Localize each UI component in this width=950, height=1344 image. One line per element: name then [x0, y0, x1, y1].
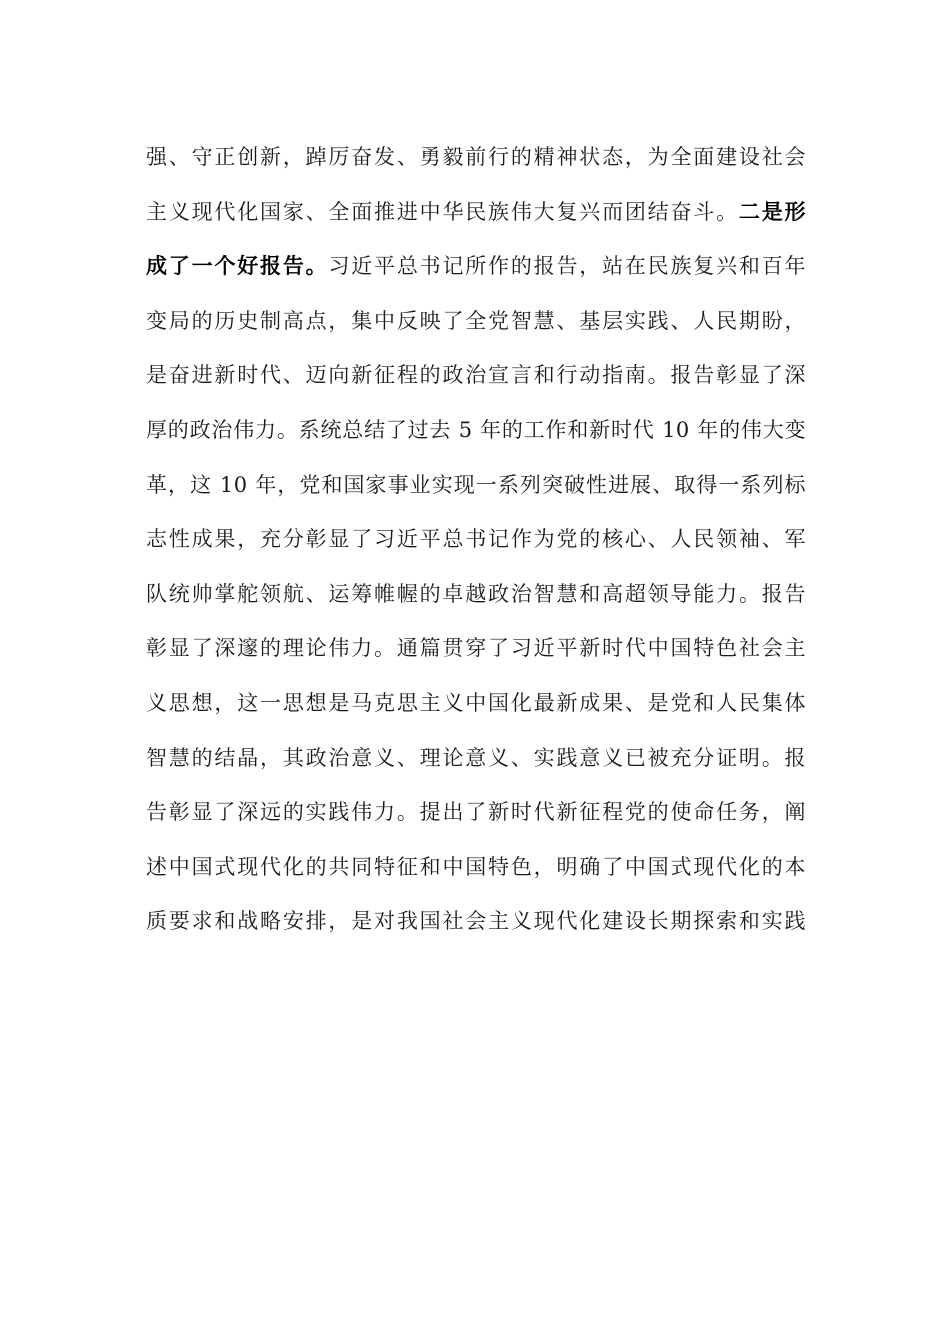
text-line-5 [146, 348, 806, 403]
text-line-7 [146, 458, 806, 513]
text-line-1 [146, 130, 806, 185]
document-body [146, 130, 806, 949]
text-run: 队统帅掌舵领航、运筹帷幄的卓越政治智慧和高超领导能力。报告 [146, 581, 806, 606]
text-line-6 [146, 403, 806, 458]
text-run: 强、守正创新，踔厉奋发、勇毅前行的精神状态，为全面建设社会 [146, 145, 806, 169]
text-run: 述中国式现代化的共同特征和中国特色，明确了中国式现代化的本 [146, 854, 806, 879]
text-run: 告彰显了深远的实践伟力。提出了新时代新征程党的使命任务，阐 [146, 800, 806, 825]
text-run: 主义现代化国家、全面推进中华民族伟大复兴而团结奋斗。 [146, 199, 739, 224]
bold-heading-run: 成了一个好报告。 [146, 254, 329, 279]
text-line-10 [146, 621, 806, 676]
text-line-8 [146, 512, 806, 567]
text-line-14 [146, 840, 806, 895]
text-line-4 [146, 294, 806, 349]
text-run: 义思想，这一思想是马克思主义中国化最新成果、是党和人民集体 [146, 690, 806, 715]
bold-heading-run: 二是形 [738, 199, 806, 224]
text-line-3 [146, 239, 806, 294]
text-run: 变局的历史制高点，集中反映了全党智慧、基层实践、人民期盼， [146, 308, 806, 333]
text-line-13 [146, 785, 806, 840]
text-run: 厚的政治伟力。系统总结了过去 5 年的工作和新时代 10 年的伟大变 [146, 417, 806, 442]
text-line-9 [146, 567, 806, 622]
text-line-11 [146, 676, 806, 731]
text-run: 智慧的结晶，其政治意义、理论意义、实践意义已被充分证明。报 [146, 745, 806, 770]
text-run: 彰显了深邃的理论伟力。通篇贯穿了习近平新时代中国特色社会主 [146, 636, 806, 661]
text-run: 革，这 10 年，党和国家事业实现一系列突破性进展、取得一系列标 [146, 472, 806, 497]
text-run: 质要求和战略安排，是对我国社会主义现代化建设长期探索和实践 [146, 909, 806, 934]
text-run: 习近平总书记所作的报告，站在民族复兴和百年 [328, 254, 807, 279]
text-line-12 [146, 731, 806, 786]
text-run: 志性成果，充分彰显了习近平总书记作为党的核心、人民领袖、军 [146, 527, 806, 552]
text-line-2 [146, 185, 806, 240]
text-run: 是奋进新时代、迈向新征程的政治宣言和行动指南。报告彰显了深 [146, 363, 806, 388]
text-line-15 [146, 894, 806, 949]
